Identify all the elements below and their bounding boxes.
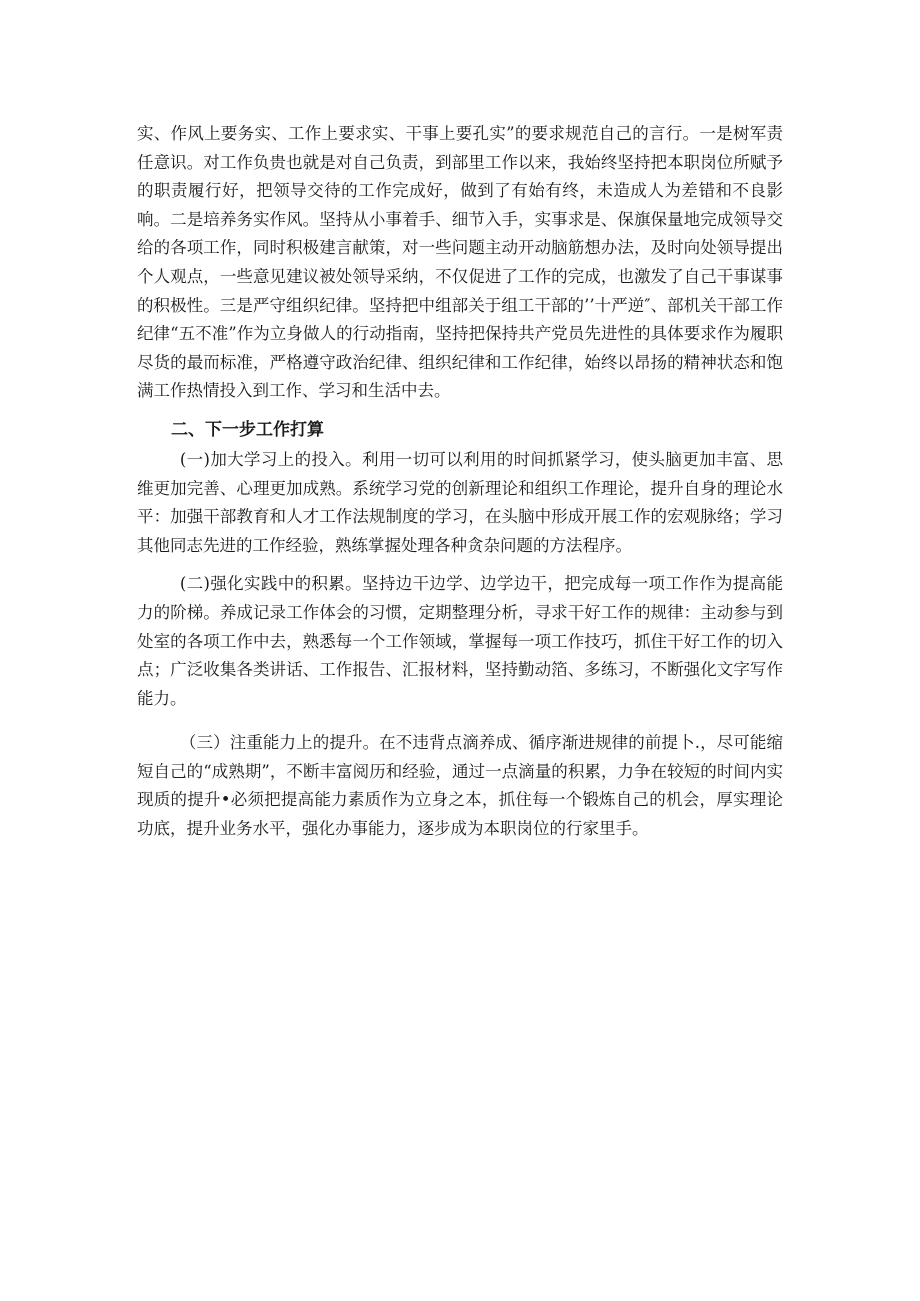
section-heading: 二、下一步工作打算: [171, 419, 324, 440]
plan-paragraph-3: （三）注重能力上的提升。在不违背点滴养成、循序渐进规律的前提卜.，尽可能缩短自己的“成熟期”，不断丰富阅历和经验，通过一点滴量的积累，力争在较短的时间内实现质的提升•必须把提高能力素质作为立身之本，抓住每一个锻炼自己的机会，厚实理论功底，提升业务水平，强化办事能力，逐步成为本职岗位的行家里手。: [137, 733, 783, 839]
continued-paragraph: 实、作风上要务实、工作上要求实、干事上要孔实”的要求规范自己的言行。一是树军责任意识。对工作负贵也就是对自己负责，到部里工作以来，我始终坚持把本职岗位所赋予的职责履行好，把领导交待的工作完成好，做到了有始有终，未造成人为差错和不良影响。二是培养务实作风。坚持从小事着手、细节入手，实事求是、保旗保量地完成领导交给的各项工作，同时积极建言献策，对一些问题主动开动脑筋想办法，及时向处领导提出个人观点，一些意见建议被处领导采纳，不仅促进了工作的完成，也激发了自己干事谋事的积极性。三是严守组织纪律。坚持把中组部关于组工干部的’’十严逆″、部机关干部工作纪律“五不准”作为立身做人的行动指南，坚持把保持共产党员先进性的具体要求作为履职尽货的最而标准，严格遵守政治纪律、组织纪律和工作纪律，始终以昂扬的精神状态和饱满工作热情投入到工作、学习和生活中去。: [137, 124, 783, 401]
plan-paragraph-2: (二)强化实践中的积累。坚持边干边学、边学边干，把完成每一项工作作为提高能力的阶梯。养成记录工作体会的习惯，定期整理分析，寻求干好工作的规律：主动参与到处室的各项工作中去，熟悉每一个工作领域，掌握每一项工作技巧，抓住干好工作的切入点；广泛收集各类讲话、工作报告、汇报材料，坚持勤动箔、多练习，不断强化文字写作能力。: [137, 574, 783, 708]
document-body: [137, 120, 783, 844]
plan-paragraph-1: (一)加大学习上的投入。利用一切可以利用的时间抓紧学习，使头脑更加丰富、思维更加完善、心理更加成熟。系统学习党的创新理论和组织工作理论，提升自身的理论水平：加强干部教育和人才工作法规制度的学习，在头脑中形成开展工作的宏观脉络；学习其他同志先进的工作经验，熟练掌握处理各种贪杂问题的方法程序。: [137, 449, 783, 555]
